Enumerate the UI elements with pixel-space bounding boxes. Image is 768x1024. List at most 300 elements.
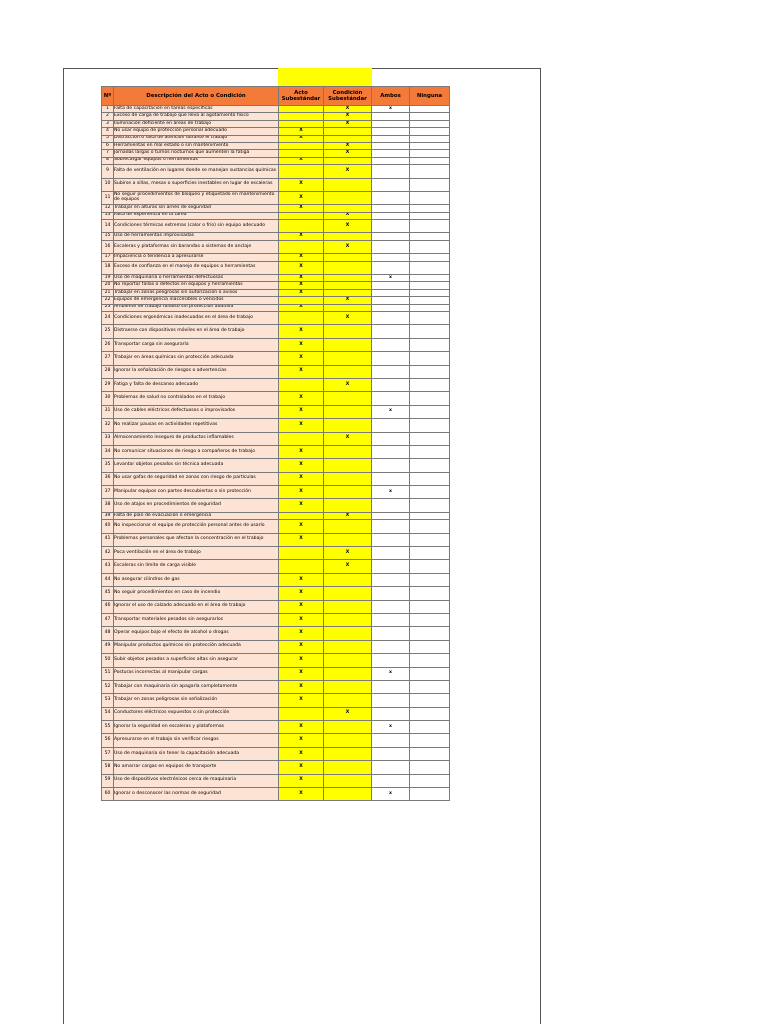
row-acto-mark: X xyxy=(279,261,324,274)
row-condicion-mark: X xyxy=(324,120,372,127)
row-number: 4 xyxy=(102,128,114,135)
row-ninguna-mark xyxy=(410,106,450,113)
table-row xyxy=(102,233,450,240)
row-condicion-mark xyxy=(324,613,372,626)
row-description: Uso de dispositivos electrónicos cerca de maquinaria xyxy=(114,774,279,787)
row-description: Manipular equipos con partes descubiertas o sin protección xyxy=(114,486,279,499)
table-row xyxy=(102,261,450,274)
row-description: Escaleras sin límite de carga visible xyxy=(114,560,279,573)
row-condicion-mark xyxy=(324,600,372,613)
row-ambos-mark xyxy=(372,640,410,653)
row-ninguna-mark xyxy=(410,774,450,787)
row-acto-mark: X xyxy=(279,472,324,485)
row-number: 21 xyxy=(102,289,114,296)
row-ambos-mark xyxy=(372,282,410,289)
table-row xyxy=(102,205,450,212)
row-condicion-mark xyxy=(324,680,372,693)
row-acto-mark xyxy=(279,240,324,253)
row-condicion-mark xyxy=(324,667,372,680)
row-acto-mark xyxy=(279,432,324,445)
row-ninguna-mark xyxy=(410,419,450,432)
row-condicion-mark: X xyxy=(324,378,372,391)
row-ninguna-mark xyxy=(410,445,450,458)
row-ninguna-mark xyxy=(410,220,450,233)
table-row xyxy=(102,297,450,304)
row-ambos-mark xyxy=(372,325,410,338)
row-ambos-mark xyxy=(372,573,410,586)
row-condicion-mark xyxy=(324,261,372,274)
table-row xyxy=(102,613,450,626)
row-acto-mark: X xyxy=(279,533,324,546)
row-acto-mark xyxy=(279,142,324,149)
row-description: No realizar pausas en actividades repetitivas xyxy=(114,419,279,432)
table-row xyxy=(102,191,450,204)
row-ninguna-mark xyxy=(410,613,450,626)
row-acto-mark xyxy=(279,512,324,519)
row-acto-mark: X xyxy=(279,499,324,512)
row-condicion-mark xyxy=(324,694,372,707)
row-condicion-mark xyxy=(324,233,372,240)
row-number: 8 xyxy=(102,157,114,164)
row-acto-mark xyxy=(279,150,324,157)
table-row xyxy=(102,275,450,282)
row-acto-mark: X xyxy=(279,233,324,240)
table-row xyxy=(102,157,450,164)
row-ambos-mark xyxy=(372,600,410,613)
row-condicion-mark xyxy=(324,275,372,282)
row-ambos-mark xyxy=(372,365,410,378)
row-ambos-mark xyxy=(372,240,410,253)
row-number: 50 xyxy=(102,654,114,667)
row-description: Trabajar en zonas peligrosas sin señalización xyxy=(114,694,279,707)
table-row xyxy=(102,560,450,573)
row-number: 10 xyxy=(102,178,114,191)
row-number: 2 xyxy=(102,113,114,120)
table-row xyxy=(102,178,450,191)
table-row xyxy=(102,788,450,801)
row-ambos-mark xyxy=(372,734,410,747)
row-description: Equipos de emergencia inaccesibles o vencidos xyxy=(114,297,279,304)
row-acto-mark: X xyxy=(279,445,324,458)
row-number: 29 xyxy=(102,378,114,391)
row-condicion-mark: X xyxy=(324,165,372,178)
row-description: Iluminación deficiente en áreas de trabajo xyxy=(114,120,279,127)
table-row xyxy=(102,289,450,296)
row-condicion-mark xyxy=(324,788,372,801)
header-num: Nº xyxy=(102,87,114,106)
row-ambos-mark xyxy=(372,533,410,546)
row-condicion-mark: X xyxy=(324,547,372,560)
row-acto-mark: X xyxy=(279,761,324,774)
table-row xyxy=(102,282,450,289)
row-ninguna-mark xyxy=(410,499,450,512)
row-ninguna-mark xyxy=(410,747,450,760)
header-ambos: Ambos xyxy=(372,87,410,106)
row-number: 40 xyxy=(102,520,114,533)
row-description: Ambiente de trabajo ruidoso sin protección auditiva xyxy=(114,304,279,311)
row-acto-mark: X xyxy=(279,627,324,640)
row-number: 60 xyxy=(102,788,114,801)
row-number: 7 xyxy=(102,150,114,157)
row-number: 43 xyxy=(102,560,114,573)
row-description: Distracción o falta de atención durante el trabajo xyxy=(114,135,279,142)
row-description: No amarrar cargas en equipos de transporte xyxy=(114,761,279,774)
table-row xyxy=(102,459,450,472)
row-ambos-mark xyxy=(372,304,410,311)
row-ambos-mark xyxy=(372,254,410,261)
row-number: 38 xyxy=(102,499,114,512)
row-condicion-mark xyxy=(324,774,372,787)
row-ninguna-mark xyxy=(410,157,450,164)
row-description: No usar equipo de protección personal adecuado xyxy=(114,128,279,135)
row-condicion-mark xyxy=(324,405,372,418)
row-number: 34 xyxy=(102,445,114,458)
row-ninguna-mark xyxy=(410,788,450,801)
row-description: Jornadas largas o turnos nocturnos que aumenten la fatiga xyxy=(114,150,279,157)
row-ninguna-mark xyxy=(410,254,450,261)
row-number: 20 xyxy=(102,282,114,289)
row-description: Exceso de carga de trabajo que lleva al agotamiento físico xyxy=(114,113,279,120)
row-number: 36 xyxy=(102,472,114,485)
row-acto-mark xyxy=(279,120,324,127)
row-ninguna-mark xyxy=(410,459,450,472)
row-description: Almacenamiento inseguro de productos inflamables xyxy=(114,432,279,445)
row-number: 3 xyxy=(102,120,114,127)
row-ninguna-mark xyxy=(410,734,450,747)
row-acto-mark: X xyxy=(279,365,324,378)
row-number: 35 xyxy=(102,459,114,472)
row-number: 19 xyxy=(102,275,114,282)
row-number: 6 xyxy=(102,142,114,149)
row-description: Ignorar la seguridad en escaleras y plataformas xyxy=(114,721,279,734)
row-acto-mark: X xyxy=(279,205,324,212)
row-acto-mark: X xyxy=(279,587,324,600)
row-condicion-mark xyxy=(324,520,372,533)
row-ninguna-mark xyxy=(410,654,450,667)
row-condicion-mark xyxy=(324,486,372,499)
row-number: 54 xyxy=(102,707,114,720)
header-acto: Acto Subestándar xyxy=(279,87,324,106)
row-ambos-mark xyxy=(372,694,410,707)
row-ambos-mark xyxy=(372,707,410,720)
row-acto-mark: X xyxy=(279,774,324,787)
row-acto-mark: X xyxy=(279,405,324,418)
row-description: Trabajar en áreas químicas sin protección adecuada xyxy=(114,352,279,365)
table-row xyxy=(102,150,450,157)
row-ambos-mark xyxy=(372,459,410,472)
row-condicion-mark: X xyxy=(324,512,372,519)
row-ambos-mark xyxy=(372,128,410,135)
row-ninguna-mark xyxy=(410,120,450,127)
row-description: Sobrecargar equipos o herramientas xyxy=(114,157,279,164)
row-condicion-mark xyxy=(324,289,372,296)
table-row xyxy=(102,240,450,253)
row-acto-mark: X xyxy=(279,654,324,667)
row-ambos-mark xyxy=(372,212,410,219)
row-ninguna-mark xyxy=(410,640,450,653)
row-ambos-mark xyxy=(372,627,410,640)
row-ninguna-mark xyxy=(410,113,450,120)
row-condicion-mark xyxy=(324,654,372,667)
row-ambos-mark xyxy=(372,297,410,304)
row-ambos-mark xyxy=(372,352,410,365)
row-condicion-mark xyxy=(324,135,372,142)
row-acto-mark: X xyxy=(279,459,324,472)
row-description: Conductores eléctricos expuestos o sin protección xyxy=(114,707,279,720)
row-acto-mark: X xyxy=(279,419,324,432)
row-condicion-mark xyxy=(324,157,372,164)
row-ninguna-mark xyxy=(410,304,450,311)
row-number: 45 xyxy=(102,587,114,600)
row-ninguna-mark xyxy=(410,135,450,142)
row-ambos-mark: x xyxy=(372,667,410,680)
table-row xyxy=(102,600,450,613)
row-description: Condiciones térmicas extremas (calor o frío) sin equipo adecuado xyxy=(114,220,279,233)
table-row xyxy=(102,128,450,135)
row-number: 11 xyxy=(102,191,114,204)
row-condicion-mark xyxy=(324,191,372,204)
row-acto-mark: X xyxy=(279,128,324,135)
row-condicion-mark: X xyxy=(324,311,372,324)
row-number: 56 xyxy=(102,734,114,747)
row-description: Problemas de salud no controlados en el trabajo xyxy=(114,392,279,405)
table-row xyxy=(102,365,450,378)
row-condicion-mark xyxy=(324,721,372,734)
table-row xyxy=(102,325,450,338)
row-acto-mark: X xyxy=(279,157,324,164)
row-ambos-mark xyxy=(372,520,410,533)
row-description: Uso de maquinaria sin tener la capacitación adecuada xyxy=(114,747,279,760)
row-description: Transportar materiales pesados sin asegurarlos xyxy=(114,613,279,626)
row-ambos-mark: x xyxy=(372,106,410,113)
row-ambos-mark xyxy=(372,378,410,391)
table-row xyxy=(102,352,450,365)
row-ambos-mark xyxy=(372,113,410,120)
row-acto-mark: X xyxy=(279,680,324,693)
row-acto-mark: X xyxy=(279,254,324,261)
row-description: No usar gafas de seguridad en zonas con riesgo de partículas xyxy=(114,472,279,485)
row-number: 41 xyxy=(102,533,114,546)
table-row xyxy=(102,311,450,324)
row-number: 22 xyxy=(102,297,114,304)
row-ambos-mark xyxy=(372,233,410,240)
row-number: 33 xyxy=(102,432,114,445)
row-number: 47 xyxy=(102,613,114,626)
row-ninguna-mark xyxy=(410,721,450,734)
row-ninguna-mark xyxy=(410,547,450,560)
row-condicion-mark: X xyxy=(324,297,372,304)
row-number: 49 xyxy=(102,640,114,653)
row-acto-mark xyxy=(279,547,324,560)
table-header-row xyxy=(102,87,450,106)
row-description: Condiciones ergonómicas inadecuadas en el área de trabajo xyxy=(114,311,279,324)
row-condicion-mark xyxy=(324,325,372,338)
row-acto-mark: X xyxy=(279,282,324,289)
row-acto-mark xyxy=(279,106,324,113)
row-ninguna-mark xyxy=(410,432,450,445)
row-ninguna-mark xyxy=(410,297,450,304)
row-acto-mark: X xyxy=(279,520,324,533)
row-description: Trabajar en zonas peligrosas sin autorización o avisos xyxy=(114,289,279,296)
row-number: 52 xyxy=(102,680,114,693)
row-description: Exceso de confianza en el manejo de equipos o herramientas xyxy=(114,261,279,274)
row-ninguna-mark xyxy=(410,338,450,351)
highlight-band xyxy=(278,68,372,86)
row-ninguna-mark xyxy=(410,472,450,485)
row-condicion-mark: X xyxy=(324,240,372,253)
row-description: Poca ventilación en el área de trabajo xyxy=(114,547,279,560)
row-number: 13 xyxy=(102,212,114,219)
row-acto-mark: X xyxy=(279,734,324,747)
row-condicion-mark xyxy=(324,459,372,472)
row-ninguna-mark xyxy=(410,600,450,613)
table-row xyxy=(102,587,450,600)
row-acto-mark: X xyxy=(279,721,324,734)
table-row xyxy=(102,254,450,261)
row-description: Subir objetos pesados a superficies altas sin asegurar xyxy=(114,654,279,667)
row-number: 28 xyxy=(102,365,114,378)
row-acto-mark: X xyxy=(279,747,324,760)
row-ambos-mark: x xyxy=(372,721,410,734)
row-ambos-mark xyxy=(372,191,410,204)
row-acto-mark: X xyxy=(279,289,324,296)
row-description: Levantar objetos pesados sin técnica adecuada xyxy=(114,459,279,472)
row-ninguna-mark xyxy=(410,212,450,219)
row-condicion-mark xyxy=(324,254,372,261)
row-number: 46 xyxy=(102,600,114,613)
table-row xyxy=(102,640,450,653)
row-description: Impaciencia o tendencia a apresurarse xyxy=(114,254,279,261)
row-ninguna-mark xyxy=(410,261,450,274)
row-ambos-mark xyxy=(372,774,410,787)
table-body xyxy=(102,106,450,801)
row-condicion-mark xyxy=(324,472,372,485)
table-row xyxy=(102,520,450,533)
row-description: Manipular productos químicos sin protección adecuada xyxy=(114,640,279,653)
row-ninguna-mark xyxy=(410,325,450,338)
row-ninguna-mark xyxy=(410,191,450,204)
row-ninguna-mark xyxy=(410,587,450,600)
row-number: 27 xyxy=(102,352,114,365)
row-ambos-mark xyxy=(372,747,410,760)
row-number: 48 xyxy=(102,627,114,640)
row-condicion-mark: X xyxy=(324,220,372,233)
table-row xyxy=(102,338,450,351)
row-description: Operar equipos bajo el efecto de alcohol o drogas xyxy=(114,627,279,640)
row-description: Escaleras y plataformas sin barandas o sistemas de anclaje xyxy=(114,240,279,253)
row-description: Ignorar el uso de calzado adecuado en el área de trabajo xyxy=(114,600,279,613)
row-number: 59 xyxy=(102,774,114,787)
row-condicion-mark: X xyxy=(324,560,372,573)
row-ambos-mark xyxy=(372,150,410,157)
row-description: Falta de capacitación en tareas específicas xyxy=(114,106,279,113)
row-condicion-mark: X xyxy=(324,212,372,219)
row-number: 37 xyxy=(102,486,114,499)
table-row xyxy=(102,721,450,734)
row-description: Uso de herramientas improvisadas xyxy=(114,233,279,240)
row-ninguna-mark xyxy=(410,150,450,157)
row-description: Uso de cables eléctricos defectuosos o improvisados xyxy=(114,405,279,418)
row-number: 32 xyxy=(102,419,114,432)
table-row xyxy=(102,667,450,680)
table-row xyxy=(102,707,450,720)
row-acto-mark: X xyxy=(279,573,324,586)
row-acto-mark: X xyxy=(279,486,324,499)
row-acto-mark xyxy=(279,311,324,324)
table-row xyxy=(102,304,450,311)
row-ambos-mark: x xyxy=(372,275,410,282)
table-row xyxy=(102,654,450,667)
row-ambos-mark xyxy=(372,613,410,626)
row-condicion-mark xyxy=(324,128,372,135)
table-row xyxy=(102,627,450,640)
header-condicion: Condición Subestándar xyxy=(324,87,372,106)
table-row xyxy=(102,445,450,458)
row-number: 55 xyxy=(102,721,114,734)
row-ninguna-mark xyxy=(410,178,450,191)
row-description: Falta de plan de evacuación o emergencia xyxy=(114,512,279,519)
row-description: No seguir procedimientos en caso de incendio xyxy=(114,587,279,600)
header-description: Descripción del Acto o Condición xyxy=(114,87,279,106)
table-row xyxy=(102,680,450,693)
row-description: Trabajar con maquinaria sin apagarla completamente xyxy=(114,680,279,693)
row-number: 24 xyxy=(102,311,114,324)
row-condicion-mark xyxy=(324,734,372,747)
table-row xyxy=(102,106,450,113)
row-number: 15 xyxy=(102,233,114,240)
row-condicion-mark xyxy=(324,627,372,640)
row-ninguna-mark xyxy=(410,405,450,418)
row-description: Problemas personales que afectan la concentración en el trabajo xyxy=(114,533,279,546)
table-row xyxy=(102,405,450,418)
row-condicion-mark: X xyxy=(324,150,372,157)
row-acto-mark: X xyxy=(279,178,324,191)
row-acto-mark xyxy=(279,220,324,233)
row-description: Falta de experiencia en la tarea xyxy=(114,212,279,219)
row-description: No seguir procedimientos de bloqueo y etiquetado en mantenimiento de equipos xyxy=(114,191,279,204)
row-condicion-mark xyxy=(324,640,372,653)
table-row xyxy=(102,432,450,445)
row-description: No comunicar situaciones de riesgo a compañeros de trabajo xyxy=(114,445,279,458)
row-condicion-mark: X xyxy=(324,113,372,120)
row-acto-mark: X xyxy=(279,640,324,653)
row-condicion-mark xyxy=(324,573,372,586)
row-condicion-mark xyxy=(324,445,372,458)
row-condicion-mark xyxy=(324,747,372,760)
row-ninguna-mark xyxy=(410,365,450,378)
row-acto-mark: X xyxy=(279,191,324,204)
row-description: Fatiga y falta de descanso adecuado xyxy=(114,378,279,391)
row-acto-mark: X xyxy=(279,694,324,707)
table-row xyxy=(102,547,450,560)
row-ninguna-mark xyxy=(410,627,450,640)
table-row xyxy=(102,533,450,546)
table-row xyxy=(102,472,450,485)
row-description: No reportar fallas o defectos en equipos y herramientas xyxy=(114,282,279,289)
row-acto-mark: X xyxy=(279,667,324,680)
row-acto-mark: X xyxy=(279,275,324,282)
row-description: Apresurarse en el trabajo sin verificar riesgos xyxy=(114,734,279,747)
row-number: 58 xyxy=(102,761,114,774)
acts-conditions-table xyxy=(101,86,450,801)
row-number: 53 xyxy=(102,694,114,707)
row-acto-mark xyxy=(279,165,324,178)
row-acto-mark xyxy=(279,113,324,120)
row-ambos-mark xyxy=(372,157,410,164)
row-acto-mark xyxy=(279,212,324,219)
row-ninguna-mark xyxy=(410,165,450,178)
row-number: 30 xyxy=(102,392,114,405)
